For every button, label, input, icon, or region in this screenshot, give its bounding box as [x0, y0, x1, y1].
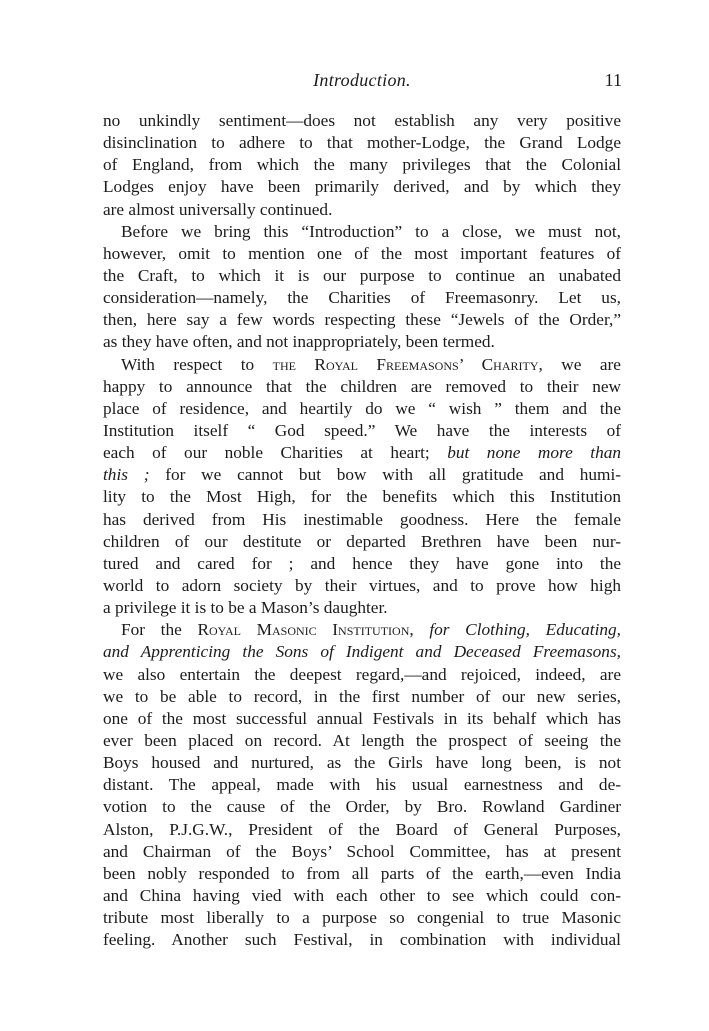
text-run: For the — [121, 620, 198, 640]
text-line: children of our destitute or departed Brethren have been nur- — [103, 531, 621, 551]
text-line: of England, from which the many privileges that the Colonial — [103, 155, 621, 175]
italic-run: and Apprenticing the Sons of Indigent and Deceased Freemasons, — [103, 642, 621, 662]
text-line: then, here say a few words respecting these “Jewels of the Order,” — [103, 310, 621, 330]
body-text — [103, 110, 621, 951]
text-line: the Craft, to which it is our purpose to continue an unabated — [103, 265, 621, 285]
text-line: Lodges enjoy have been primarily derived, and by which they — [103, 177, 621, 197]
text-line: we to be able to record, in the first number of our new series, — [103, 686, 621, 706]
text-line: we also entertain the deepest regard,—and rejoiced, indeed, are — [103, 664, 621, 684]
text-line: ever been placed on record. At length the prospect of seeing the — [103, 730, 621, 750]
text-line: and China having vied with each other to see which could con- — [103, 885, 621, 905]
charity-name: the Royal Freemasons’ Charity — [272, 354, 539, 374]
text-line: Boys housed and nurtured, as the Girls have long been, is not — [103, 753, 621, 773]
italic-run: but none more than — [447, 443, 622, 463]
text-run: , we are — [538, 354, 621, 374]
text-run: for we cannot but bow with all gratitude and humi- — [149, 465, 622, 485]
text-line: been nobly responded to from all parts of the earth,—even India — [103, 863, 621, 883]
italic-run: for Clothing, Educating, — [413, 620, 621, 640]
italic-run: this ; — [103, 465, 150, 485]
text-line: tribute most liberally to a purpose so congenial to true Masonic — [103, 908, 621, 928]
text-line: Institution itself “ God speed.” We have the interests of — [103, 420, 621, 440]
text-line: tured and cared for ; and hence they have gone into the — [103, 553, 621, 573]
text-line: however, omit to mention one of the most important features of — [103, 243, 621, 263]
running-head — [102, 70, 622, 96]
text-line: no unkindly sentiment—does not establish any very positive — [103, 111, 621, 130]
page-number: 11 — [604, 70, 622, 90]
text-line: disinclination to adhere to that mother-Lodge, the Grand Lodge — [103, 133, 621, 153]
text-line: and Chairman of the Boys’ School Committee, has at present — [103, 841, 621, 861]
text-run: each of our noble Charities at heart; — [103, 443, 448, 463]
text-line: a privilege it is to be a Mason’s daughter. — [103, 598, 388, 618]
text-line: lity to the Most High, for the benefits which this Institution — [103, 487, 621, 507]
text-line: votion to the cause of the Order, by Bro. Rowland Gardiner — [103, 797, 621, 817]
institution-name: Royal Masonic Institution, — [197, 620, 414, 640]
text-line: happy to announce that the children are removed to their new — [103, 376, 621, 396]
text-line — [103, 354, 621, 376]
text-line: Before we bring this “Introduction” to a close, we must not, — [121, 221, 621, 241]
text-line — [103, 619, 621, 641]
text-line: as they have often, and not inappropriately, been termed. — [103, 332, 495, 352]
running-title: Introduction. — [313, 70, 411, 90]
text-line — [103, 464, 621, 486]
text-line: consideration—namely, the Charities of Freemasonry. Let us, — [103, 288, 621, 308]
text-line — [103, 442, 621, 464]
text-line: Alston, P.J.G.W., President of the Board of General Purposes, — [103, 819, 621, 839]
text-line — [103, 641, 621, 663]
text-line: place of residence, and heartily do we “ wish ” them and the — [103, 398, 621, 418]
text-line: are almost universally continued. — [103, 199, 333, 219]
text-line: feeling. Another such Festival, in combination with individual — [103, 930, 621, 950]
text-line: has derived from His inestimable goodness. Here the female — [103, 509, 621, 529]
text-line: one of the most successful annual Festivals in its behalf which has — [103, 708, 621, 728]
text-run: With respect to — [121, 354, 273, 374]
text-line: world to adorn society by their virtues, and to prove how high — [103, 575, 621, 595]
text-line: distant. The appeal, made with his usual earnestness and de- — [103, 775, 621, 795]
